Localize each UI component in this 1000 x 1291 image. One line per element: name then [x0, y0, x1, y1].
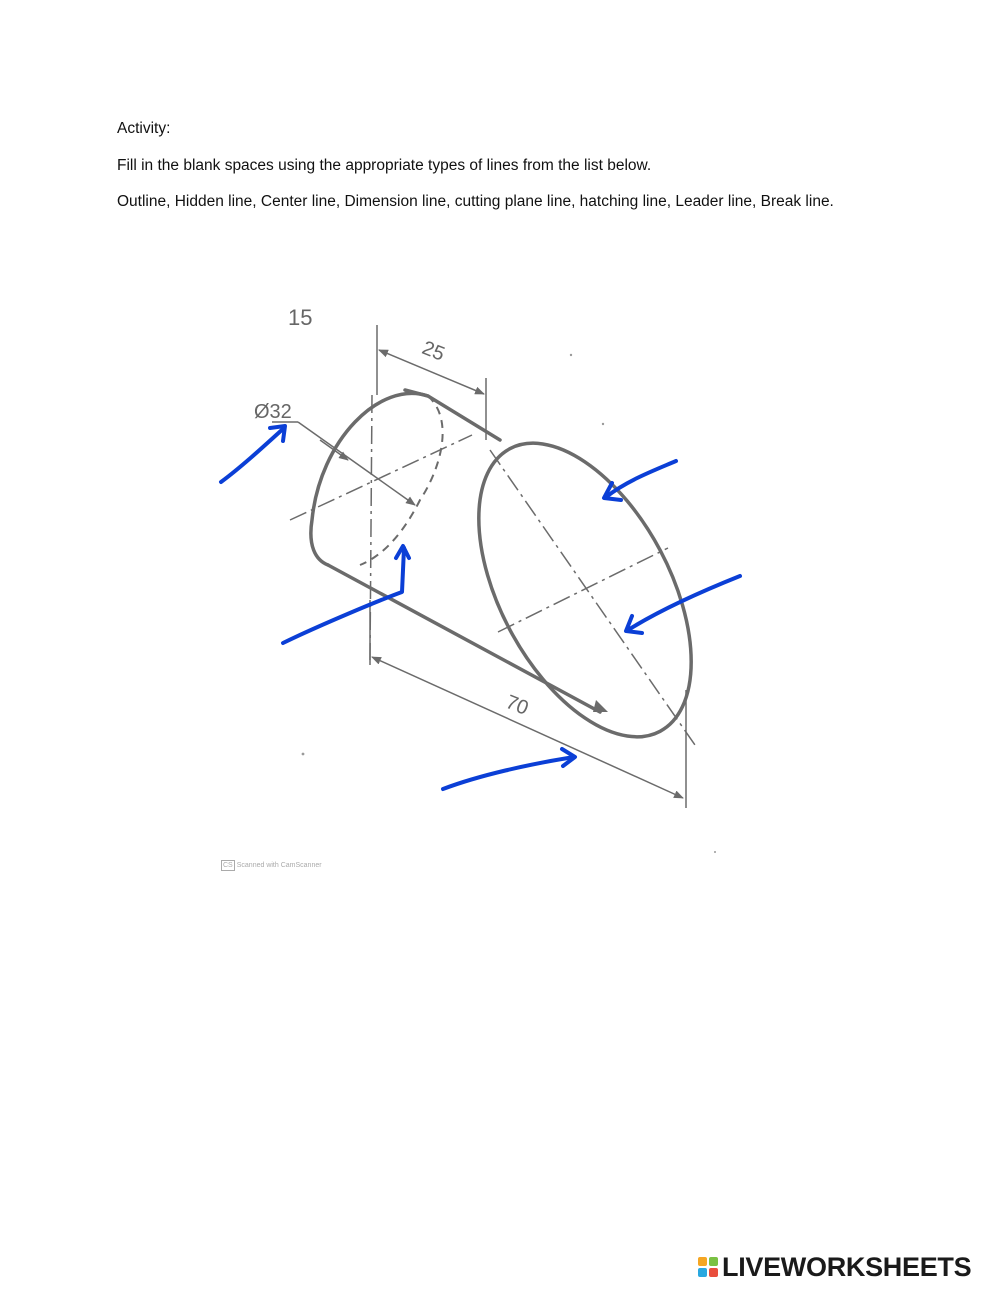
- blank-arrow-1[interactable]: [221, 426, 285, 482]
- dimension-label-diameter: Ø32: [254, 401, 292, 423]
- outline-arrowhead: [593, 700, 608, 712]
- logo-square-1: [698, 1257, 707, 1266]
- logo-square-2: [709, 1257, 718, 1266]
- logo-square-4: [709, 1268, 718, 1277]
- bottom-edge-outline: [328, 565, 600, 712]
- dimension-label-15: 15: [288, 305, 313, 330]
- activity-heading: Activity:: [117, 120, 171, 137]
- camscanner-text: Scanned with CamScanner: [236, 862, 322, 869]
- blank-arrow-3[interactable]: [283, 546, 409, 643]
- liveworksheets-logo-icon: [698, 1257, 718, 1277]
- dimension-line-70: [372, 657, 683, 798]
- center-lines: [290, 395, 695, 745]
- scan-specks: [302, 354, 716, 853]
- blank-indicator-arrows: [221, 426, 740, 789]
- left-center-line-horizontal: [290, 435, 472, 520]
- oblique-cut-face-outline: [435, 409, 735, 771]
- liveworksheets-brand[interactable]: [698, 1252, 971, 1282]
- instruction-text: Fill in the blank spaces using the appropriate types of lines from the list below.: [117, 157, 652, 174]
- hidden-line-arc: [360, 396, 443, 565]
- blank-arrow-2[interactable]: [604, 461, 676, 500]
- line-types-list: Outline, Hidden line, Center line, Dimension line, cutting plane line, hatching line, Leader line, Break line.: [117, 193, 834, 210]
- camscanner-badge: CS: [223, 862, 233, 869]
- scanner-watermark: [221, 860, 322, 871]
- blank-arrow-5[interactable]: [443, 749, 575, 789]
- logo-square-3: [698, 1268, 707, 1277]
- left-end-visible-arc: [311, 393, 428, 565]
- dimension-label-70: 70: [502, 691, 532, 720]
- dimension-label-25: 25: [418, 336, 448, 366]
- diameter-arrow-inner: [320, 440, 348, 460]
- brand-name: LIVEWORKSHEETS: [722, 1252, 972, 1282]
